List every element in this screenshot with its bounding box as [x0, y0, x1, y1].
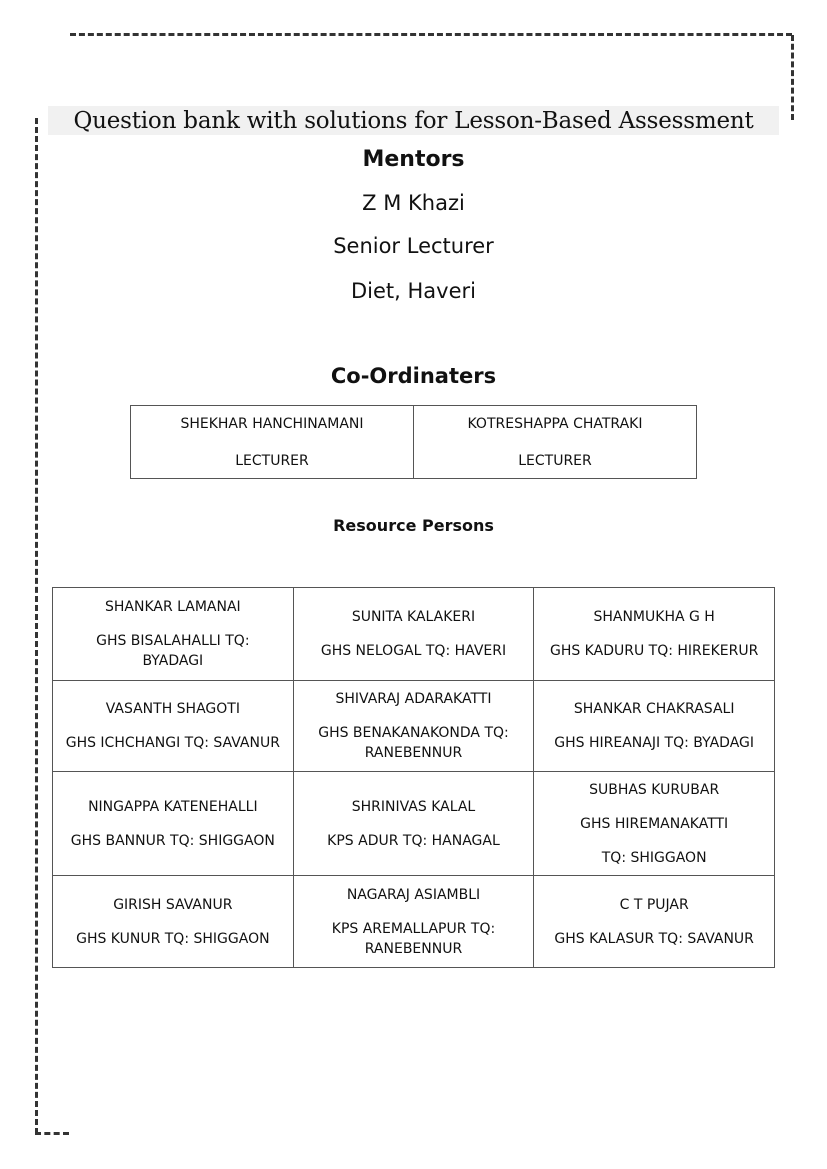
person-school: GHS KADURU TQ: HIREKERUR	[549, 643, 759, 659]
person-school: GHS BISALAHALLI TQ:	[96, 633, 250, 649]
person-name: SHIVARAJ ADARAKATTI	[335, 691, 492, 707]
table-row	[53, 681, 775, 772]
person-school: GHS NELOGAL TQ: HAVERI	[320, 643, 507, 659]
person-school: GHS HIREMANAKATTI	[580, 815, 729, 832]
resource-cell	[53, 772, 294, 876]
coordinator-name: SHEKHAR HANCHINAMANI	[180, 415, 364, 432]
person-school: GHS KUNUR TQ: SHIGGAON	[76, 930, 270, 947]
person-school-cont: RANEBENNUR	[364, 940, 463, 957]
person-name: SHANKAR CHAKRASALI	[573, 701, 735, 717]
resource-persons-heading: Resource Persons	[333, 516, 494, 535]
person-school-cont: TQ: SHIGGAON	[601, 849, 707, 866]
person-school-cont: RANEBENNUR	[364, 745, 463, 761]
person-name: SHANMUKHA G H	[593, 609, 715, 625]
mentor-role: Senior Lecturer	[333, 234, 494, 258]
page-border-left	[35, 118, 38, 1134]
page-border-right	[791, 35, 794, 120]
resource-cell	[293, 681, 534, 772]
coordinator-role: LECTURER	[235, 452, 309, 469]
person-name: SUNITA KALAKERI	[351, 609, 476, 625]
mentors-heading: Mentors	[362, 147, 465, 172]
resource-cell	[534, 876, 775, 968]
person-school: GHS ICHCHANGI TQ: SAVANUR	[65, 735, 280, 751]
table-row	[53, 876, 775, 968]
coordinators-table	[130, 405, 697, 479]
document-title: Question bank with solutions for Lesson-Based Assessment	[48, 106, 779, 135]
resource-cell	[53, 588, 294, 681]
page-border-bottom	[35, 1132, 69, 1135]
person-school: GHS BANNUR TQ: SHIGGAON	[70, 832, 275, 849]
person-school: KPS AREMALLAPUR TQ:	[331, 920, 496, 937]
table-row	[53, 772, 775, 876]
person-name: NAGARAJ ASIAMBLI	[346, 886, 481, 903]
page-border-top	[70, 33, 792, 36]
mentor-org: Diet, Haveri	[351, 279, 476, 303]
coordinator-name: KOTRESHAPPA CHATRAKI	[467, 415, 643, 432]
mentor-name: Z M Khazi	[362, 191, 465, 215]
person-school: GHS HIREANAJI TQ: BYADAGI	[554, 735, 755, 751]
person-name: GIRISH SAVANUR	[113, 896, 233, 913]
coordinator-role: LECTURER	[518, 452, 592, 469]
coordinator-cell	[131, 406, 414, 479]
resource-cell	[534, 681, 775, 772]
resource-cell	[534, 772, 775, 876]
person-school: KPS ADUR TQ: HANAGAL	[327, 832, 500, 849]
person-name: NINGAPPA KATENEHALLI	[88, 798, 258, 815]
person-name: SHANKAR LAMANAI	[104, 599, 241, 615]
person-school: GHS BENAKANAKONDA TQ:	[318, 725, 509, 741]
resource-persons-table	[52, 587, 775, 968]
resource-cell	[293, 876, 534, 968]
resource-cell	[293, 772, 534, 876]
resource-cell	[293, 588, 534, 681]
person-name: VASANTH SHAGOTI	[105, 701, 240, 717]
coordinators-heading: Co-Ordinaters	[330, 364, 497, 388]
resource-cell	[53, 876, 294, 968]
person-name: SUBHAS KURUBAR	[589, 781, 720, 798]
resource-cell	[53, 681, 294, 772]
person-name: C T PUJAR	[619, 896, 689, 913]
person-school: GHS KALASUR TQ: SAVANUR	[554, 930, 754, 947]
person-school-cont: BYADAGI	[142, 653, 204, 669]
resource-cell	[534, 588, 775, 681]
table-row	[131, 406, 697, 479]
coordinator-cell	[414, 406, 697, 479]
person-name: SHRINIVAS KALAL	[351, 798, 476, 815]
table-row	[53, 588, 775, 681]
